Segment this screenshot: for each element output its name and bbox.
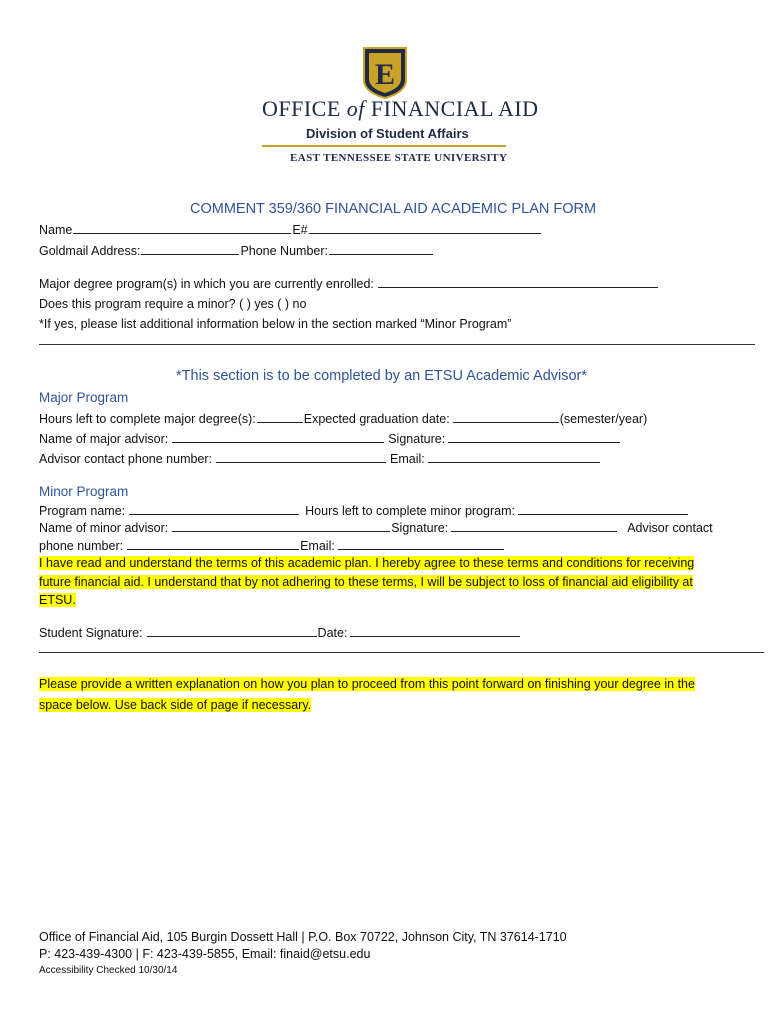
minor-program-row [39,503,689,519]
major-email-label: Email: [390,452,425,466]
minor-note: *If yes, please list additional information below in the section marked “Minor Program” [39,317,512,331]
major-phone-row [39,451,601,467]
section-divider [39,344,755,345]
minor-advisor-contact-label: Advisor contact [627,521,713,535]
minor-signature-field[interactable] [451,530,617,532]
minor-email-label: Email: [300,539,335,553]
major-signature-field[interactable] [448,441,620,443]
university-name: EAST TENNESSEE STATE UNIVERSITY [290,152,508,164]
agreement-line-1: I have read and understand the terms of this academic plan. I hereby agree to these terms and conditions for receiving [39,556,695,570]
name-field[interactable] [73,232,291,234]
minor-hours-field[interactable] [518,513,688,515]
minor-phone-row [39,538,505,554]
signature-divider [39,652,764,653]
major-enrolled-label: Major degree program(s) in which you are currently enrolled: [39,277,374,291]
semester-label: (semester/year) [559,412,648,426]
minor-phone-field[interactable] [127,548,299,550]
major-signature-label: Signature: [388,432,446,446]
minor-advisor-label: Name of minor advisor: [39,521,169,535]
major-enrolled-row [39,276,659,292]
minor-signature-label: Signature: [391,521,449,535]
minor-question[interactable]: Does this program require a minor? ( ) yes ( ) no [39,297,307,311]
goldmail-label: Goldmail Address: [39,244,141,258]
agreement-line-2: future financial aid. I understand that by not adhering to these terms, I will be subject to loss of financial aid eligibility at [39,574,693,589]
grad-date-field[interactable] [453,421,559,423]
minor-program-label: Program name: [39,504,126,518]
explanation-prompt [39,674,695,716]
major-advisor-field[interactable] [172,441,384,443]
form-title: COMMENT 359/360 FINANCIAL AID ACADEMIC PLAN FORM [190,201,597,217]
student-signature-label: Student Signature: [39,626,143,640]
major-program-heading: Major Program [39,390,129,405]
division-name: Division of Student Affairs [306,126,469,141]
goldmail-row [39,243,434,259]
major-advisor-row [39,431,621,447]
explanation-line-2: space below. Use back side of page if necessary. [39,698,312,712]
logo-letter: E [374,58,396,91]
phone-field[interactable] [329,253,433,255]
student-signature-field[interactable] [147,635,317,637]
major-enrolled-field[interactable] [378,286,658,288]
major-phone-label: Advisor contact phone number: [39,452,213,466]
date-field[interactable] [350,635,520,637]
minor-phone-label: phone number: [39,539,124,553]
gold-divider [262,145,506,147]
explanation-line-1: Please provide a written explanation on how you plan to proceed from this point forward on finishing your degree in the [39,677,695,691]
minor-advisor-field[interactable] [172,530,390,532]
explanation-area[interactable] [39,720,755,915]
phone-label: Phone Number: [240,244,328,258]
agreement-line-3: ETSU. [39,593,76,607]
major-phone-field[interactable] [216,461,386,463]
major-advisor-label: Name of major advisor: [39,432,169,446]
minor-hours-label: Hours left to complete minor program: [305,504,515,518]
minor-program-heading: Minor Program [39,484,129,499]
agreement-text [39,554,694,610]
etsu-shield-logo [362,46,408,100]
advisor-section-heading: *This section is to be completed by an ETSU Academic Advisor* [176,368,588,384]
major-email-field[interactable] [428,461,600,463]
footer-contact: P: 423-439-4300 | F: 423-439-5855, Email: finaid@etsu.edu [39,947,371,961]
student-signature-row [39,625,521,641]
enumber-label: E# [292,223,308,237]
date-label: Date: [317,626,348,640]
minor-program-field[interactable] [129,513,299,515]
minor-advisor-row [39,520,713,536]
office-title: OFFICE of FINANCIAL AID [262,96,539,121]
minor-email-field[interactable] [338,548,504,550]
enumber-field[interactable] [309,232,541,234]
goldmail-field[interactable] [141,253,239,255]
footer-address: Office of Financial Aid, 105 Burgin Dossett Hall | P.O. Box 70722, Johnson City, TN 37614-1710 [39,930,567,944]
major-hours-field[interactable] [257,421,303,423]
grad-date-label: Expected graduation date: [303,412,450,426]
accessibility-note: Accessibility Checked 10/30/14 [39,965,178,976]
name-label: Name [39,223,73,237]
name-row [39,222,542,238]
major-hours-label: Hours left to complete major degree(s): [39,412,256,426]
major-hours-row [39,411,647,427]
